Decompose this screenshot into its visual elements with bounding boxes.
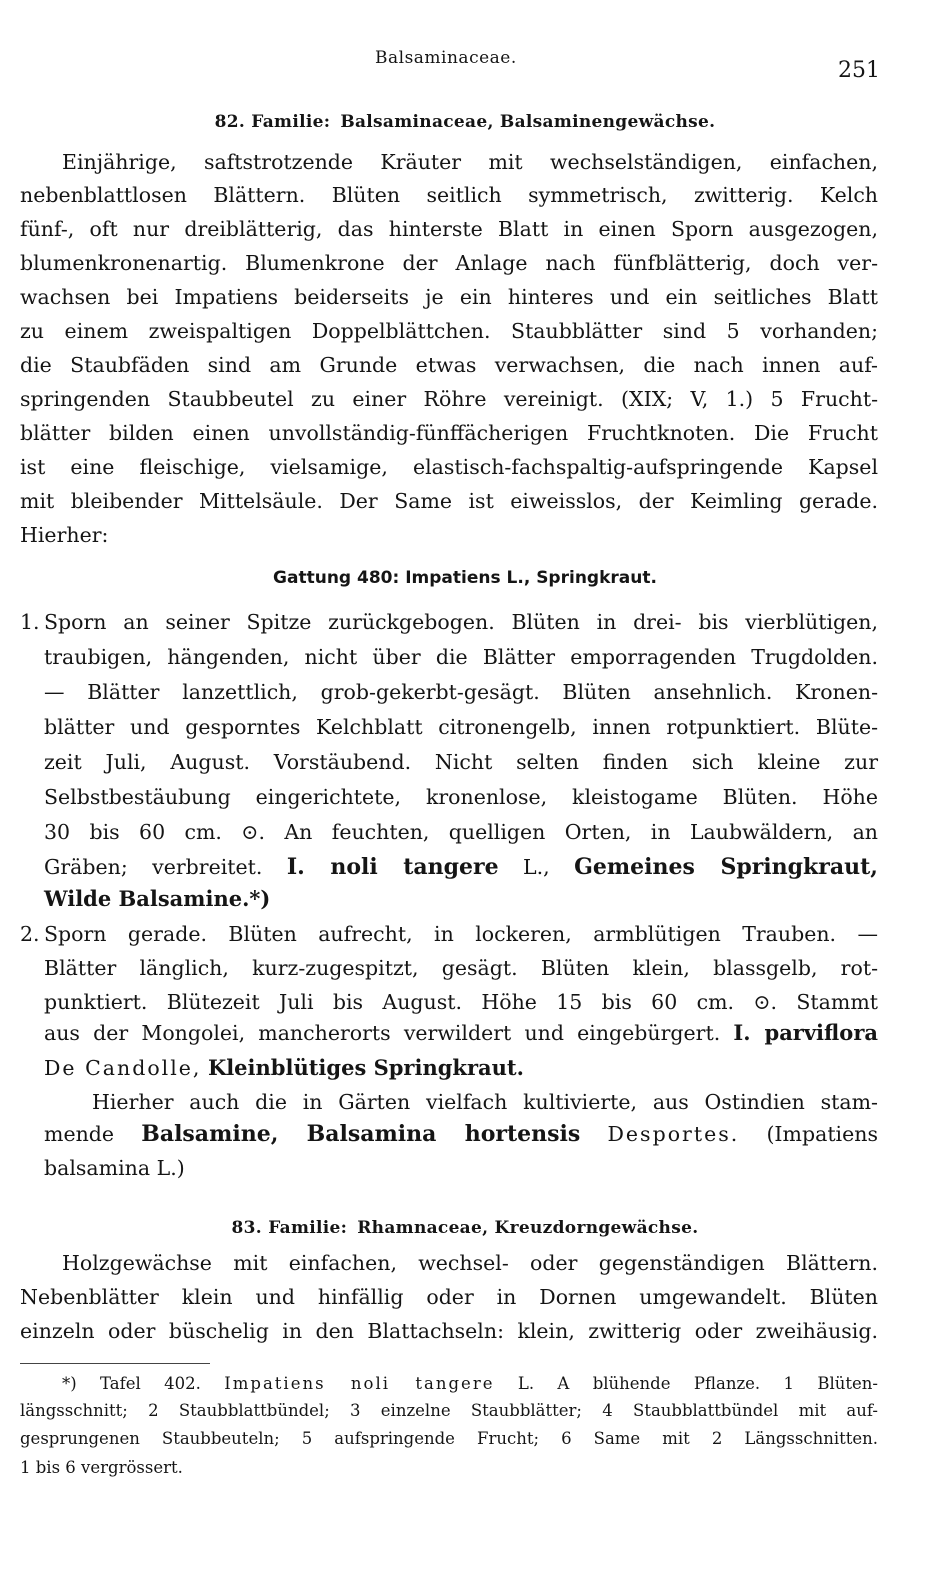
family-82-line: zu einem zweispaltigen Doppelblättchen. Staubblätter sind 5 vorhanden;	[20, 319, 878, 343]
footnote-line: gesprungenen Staubbeuteln; 5 aufspringende Frucht; 6 Same mit 2 Längsschnitten.	[20, 1429, 878, 1448]
footnote-rule	[20, 1363, 210, 1364]
family-82-line: ist eine fleischige, vielsamige, elastisch-fachspaltig-aufspringende Kapsel	[20, 455, 878, 479]
family-82-line: fünf-, oft nur dreiblätterig, das hinterste Blatt in einen Sporn ausgezogen,	[20, 217, 878, 241]
page-number: 251	[838, 58, 880, 83]
footnote-line: längsschnitt; 2 Staubblattbündel; 3 einzelne Staubblätter; 4 Staubblattbündel mit auf-	[20, 1401, 878, 1420]
item-1-line: zeit Juli, August. Vorstäubend. Nicht selten finden sich kleine zur	[44, 750, 878, 774]
also-text: (Impatiens	[766, 1122, 878, 1146]
family-82-heading	[0, 112, 930, 132]
author-name: Desportes.	[607, 1122, 740, 1146]
footnote-species: Impatiens noli tangere	[224, 1374, 495, 1393]
genus-heading: Gattung 480: Impatiens L., Springkraut.	[273, 568, 657, 588]
family-82-line: blätter bilden einen unvollständig-fünffächerigen Fruchtknoten. Die Frucht	[20, 421, 878, 445]
species-name: I. noli tangere	[286, 854, 499, 880]
item-1-line: Sporn an seiner Spitze zurückgebogen. Blüten in drei- bis vierblütigen,	[44, 610, 878, 634]
item-2-number: 2.	[20, 922, 40, 946]
family-82-line: Einjährige, saftstrotzende Kräuter mit wechselständigen, einfachen,	[62, 150, 878, 174]
footnote-text: *) Tafel 402.	[62, 1374, 201, 1393]
family-82-title: Balsaminaceae, Balsaminengewächse.	[340, 112, 716, 132]
item-1-number: 1.	[20, 610, 40, 634]
common-name: Kleinblütiges Springkraut.	[207, 1055, 524, 1080]
common-name: Gemeines Springkraut,	[574, 854, 878, 880]
species-name: I. parviflora	[733, 1020, 878, 1045]
author-abbrev: L.,	[523, 855, 550, 879]
footnote-line: 1 bis 6 vergrössert.	[20, 1458, 183, 1477]
item-1-line: 30 bis 60 cm. ⊙. An feuchten, quelligen Orten, in Laubwäldern, an	[44, 820, 878, 844]
family-83-line: einzeln oder büschelig in den Blattachseln: klein, zwitterig oder zweihäusig.	[20, 1319, 878, 1343]
item-1-line: — Blätter lanzettlich, grob-gekerbt-gesägt. Blüten ansehnlich. Kronen-	[44, 680, 878, 704]
common-name-continued: Wilde Balsamine.*)	[44, 886, 271, 911]
item-2-species-line	[44, 1022, 878, 1044]
item-2-author-line	[44, 1057, 524, 1079]
family-83-title: Rhamnaceae, Kreuzdorngewächse.	[357, 1218, 699, 1238]
footnote-text: L. A blühende Pflanze. 1 Blüten-	[517, 1374, 878, 1393]
family-82-line: die Staubfäden sind am Grunde etwas verwachsen, die nach innen auf-	[20, 353, 878, 377]
also-line: balsamina L.)	[44, 1156, 185, 1180]
item-2-text: aus der Mongolei, mancherorts verwildert und eingebürgert.	[44, 1021, 721, 1045]
running-header: Balsaminaceae.	[375, 48, 517, 68]
item-1-line: Selbstbestäubung eingerichtete, kronenlose, kleistogame Blüten. Höhe	[44, 785, 878, 809]
item-1-text: Gräben; verbreitet.	[44, 855, 263, 879]
item-2-line: Blätter länglich, kurz-zugespitzt, gesägt. Blüten klein, blassgelb, rot-	[44, 956, 878, 980]
family-82-line: mit bleibender Mittelsäule. Der Same ist eiweisslos, der Keimling gerade.	[20, 489, 878, 513]
item-2-line: Sporn gerade. Blüten aufrecht, in lockeren, armblütigen Trauben. —	[44, 922, 878, 946]
cultivated-name: Balsamine, Balsamina hortensis	[141, 1121, 581, 1147]
item-2-line: punktiert. Blütezeit Juli bis August. Höhe 15 bis 60 cm. ⊙. Stammt	[44, 990, 878, 1014]
family-82-label: 82. Familie:	[214, 112, 331, 132]
family-82-line: blumenkronenartig. Blumenkrone der Anlage nach fünfblätterig, doch ver-	[20, 251, 878, 275]
family-82-line: nebenblattlosen Blättern. Blüten seitlich symmetrisch, zwitterig. Kelch	[20, 183, 878, 207]
family-83-line: Holzgewächse mit einfachen, wechsel- oder gegenständigen Blättern.	[62, 1251, 878, 1275]
author-name: De Candolle,	[44, 1056, 202, 1080]
also-line	[44, 1123, 878, 1145]
item-1-line: blätter und gesporntes Kelchblatt citronengelb, innen rotpunktiert. Blüte-	[44, 715, 878, 739]
item-1-species-line	[44, 856, 878, 878]
family-83-line: Nebenblätter klein und hinfällig oder in Dornen umgewandelt. Blüten	[20, 1285, 878, 1309]
also-text: mende	[44, 1122, 115, 1146]
item-1-line: traubigen, hängenden, nicht über die Blätter emporragenden Trugdolden.	[44, 645, 878, 669]
also-line: Hierher auch die in Gärten vielfach kultivierte, aus Ostindien stam-	[92, 1090, 878, 1114]
footnote-line	[62, 1376, 878, 1393]
family-82-line: Hierher:	[20, 523, 109, 547]
family-82-line: springenden Staubbeutel zu einer Röhre vereinigt. (XIX; V, 1.) 5 Frucht-	[20, 387, 878, 411]
family-83-label: 83. Familie:	[231, 1218, 348, 1238]
family-83-heading	[0, 1218, 930, 1238]
family-82-line: wachsen bei Impatiens beiderseits je ein hinteres und ein seitliches Blatt	[20, 285, 878, 309]
